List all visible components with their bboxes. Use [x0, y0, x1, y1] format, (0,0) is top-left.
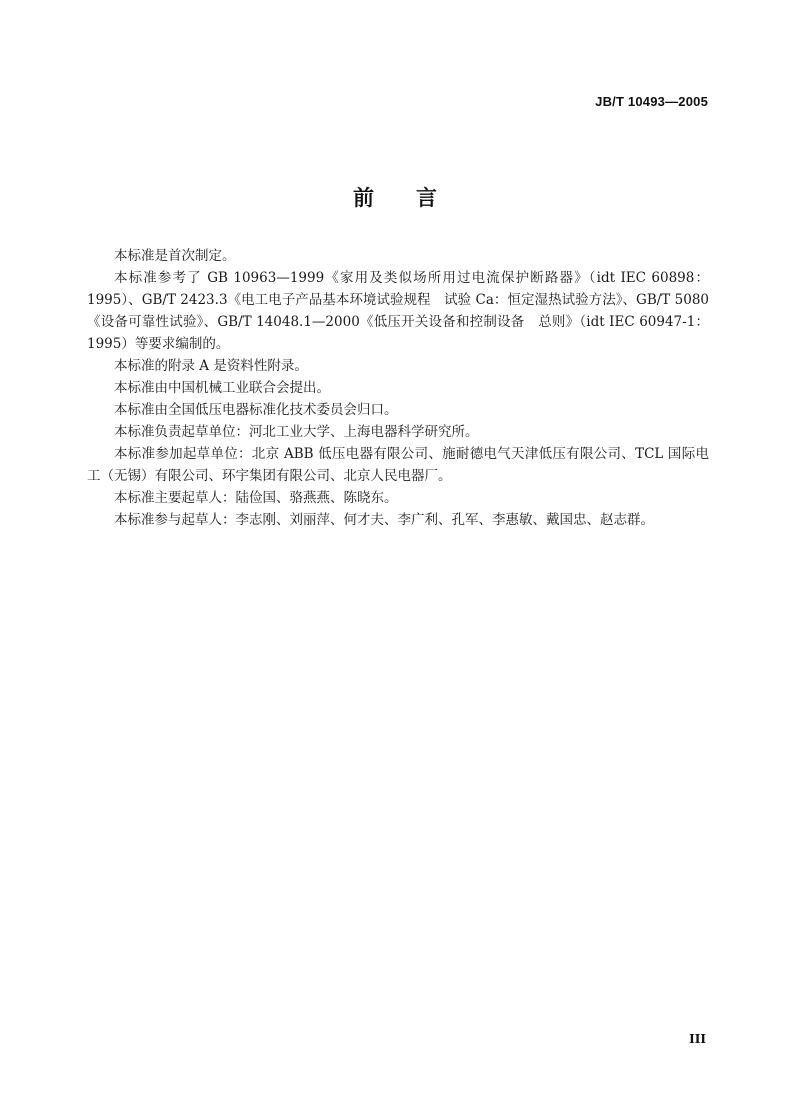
paragraph: 本标准由中国机械工业联合会提出。 — [114, 380, 330, 396]
title-char-1: 前 — [353, 186, 376, 210]
paragraph: 本标准参加起草单位：北京 ABB 低压电器有限公司、施耐德电气天津低压有限公司、TCL 国际电工（无锡）有限公司、环宇集团有限公司、北京人民电器厂。 — [87, 446, 709, 484]
paragraph: 本标准负责起草单位：河北工业大学、上海电器科学研究所。 — [114, 424, 479, 440]
page-number: III — [689, 1032, 706, 1046]
paragraph: 本标准主要起草人：陆俭国、骆燕燕、陈晓东。 — [114, 490, 398, 506]
title-char-2: 言 — [416, 186, 439, 210]
paragraph: 本标准的附录 A 是资料性附录。 — [114, 358, 308, 374]
paragraph: 本标准由全国低压电器标准化技术委员会归口。 — [114, 402, 398, 418]
paragraph: 本标准是首次制定。 — [114, 248, 236, 264]
section-title — [0, 182, 792, 212]
foreword-body — [87, 245, 709, 531]
document-number: JB/T 10493—2005 — [595, 94, 708, 109]
paragraph: 本标准参考了 GB 10963—1999《家用及类似场所用过电流保护断路器》（idt IEC 60898：1995）、GB/T 2423.3《电工电子产品基本环境试验规程 试验 Ca：恒定湿热试验方法》、GB/T 5080《设备可靠性试验》、GB/T 14048.1—2000《低压开关设备和控制设备 总则》（idt IEC 60947-1：1995）等要求编制的。 — [87, 270, 709, 352]
paragraph: 本标准参与起草人：李志刚、刘丽萍、何才夫、李广利、孔军、李惠敏、戴国忠、赵志群。 — [114, 512, 654, 528]
